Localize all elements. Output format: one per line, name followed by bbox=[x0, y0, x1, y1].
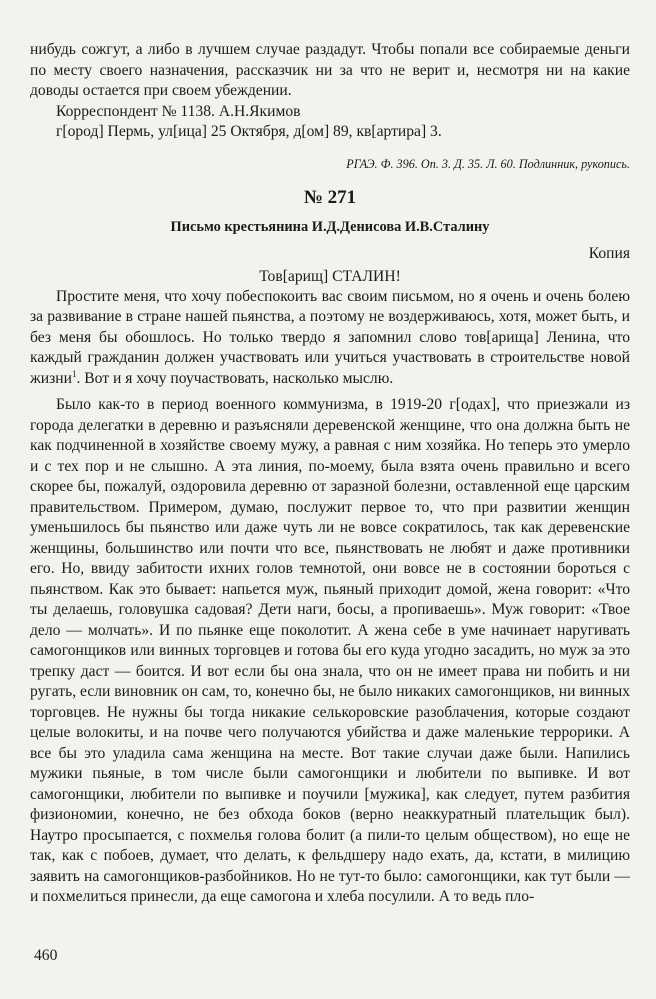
archive-source: РГАЭ. Ф. 396. Оп. 3. Д. 35. Л. 60. Подлинник, рукопись. bbox=[346, 156, 630, 171]
copy-label: Копия bbox=[588, 244, 630, 262]
page-number: 460 bbox=[34, 947, 58, 964]
letter-paragraph-1 bbox=[30, 287, 630, 390]
letter-greeting: Тов[арищ] СТАЛИН! bbox=[259, 267, 401, 285]
address-line: г[ород] Пермь, ул[ица] 25 Октября, д[ом] 89, кв[артира] 3. bbox=[56, 123, 442, 140]
document-number: № 271 bbox=[303, 186, 357, 208]
letter-paragraph-2: Было как-то в период военного коммунизма, в 1919-20 г[одах], что приезжали из города делегатки в деревню и разъясняли деревенской женщине, что она должна быть не как подчиненной в хозяйстве своему мужу, а равная с ним хозяйка. Но теперь это умерло и с тех пор и не слышно. А эта линия, по-моему, была взята очень правильно и всего скорее бы, пожалуй, оздоровила деревню от заразной болезни, оставленной еще царским правительством. Примером, думаю, послужит первое то, что при развитии женщин уменьшилось бы пьянство или даже чуть ли не вовсе сократилось, так как деревенские женщины, большинство или почти что все, пьянствовать не любят и даже противники его. Но, ввиду забитости ихних голов темнотой, они вовсе не в состоянии бороться с пьянством. Как это бывает: напьется муж, пьяный приходит домой, жена говорит: «Что ты делаешь, головушка садовая? Дети наги, босы, а пропиваешь». Муж говорит: «Твое дело — молчать». И по пьянке еще поколотит. А жена себе в уме начинает наругивать самогонщиков или винных торговцев и готова бы его куда угодно засадить, но муж за это трепку даст — боится. И вот если бы она знала, что он не имеет права ни побить и ни ругать, если виновник он сам, то, конечно бы, не было никаких самогонщиков, ни винных торговцев. Не нужны бы тогда никакие селькоровские разоблачения, которые создают целые волокиты, и на почве чего получаются убийства и даже маленькие террорики. А все бы это уладила сама женщина на месте. Вот такие случаи даже были. Напились мужики пьяные, в том числе были самогонщики и любители по выпивке. И вот самогонщики, любители по выпивке и поучили [мужика], как следует, путем разбития физиономии, конечно, не без обхода боков (верно неаккуратный плательщик был). Наутро просыпается, с похмелья голова болит (а пили-то целым обществом), но еще не так, как с побоев, думает, что делать, к фельдшеру надо ехать, да, кстати, в милицию заявить на самогонщиков-разбойников. Но не тут-то было: самогонщики, как тут были — и похмелиться принесли, да еще самогона и хлеба посулили. А то ведь пло- bbox=[30, 396, 630, 905]
footnote-reference: 1 bbox=[71, 368, 77, 379]
correspondent-line: Корреспондент № 1138. А.Н.Якимов bbox=[56, 102, 301, 120]
paragraph-1-text: Простите меня, что хочу побеспокоить вас своим письмом, но я очень и очень болею за развивание в стране нашей пьянства, а поэтому не воздерживаюсь, хотя, может быть, и без меня бы обошлось. Но только твердо я запомнил слово тов[арища] Ленина, что каждый гражданин должен участвовать или учиться участвовать в строительстве новой жизни bbox=[30, 287, 630, 387]
paragraph-1-end: . Вот и я хочу поучаствовать, насколько мыслю. bbox=[76, 369, 394, 387]
continuation-paragraph: нибудь сожгут, а либо в лучшем случае раздадут. Чтобы попали все собираемые деньги по месту своего назначения, рассказчик ни за что не верит и, несмотря ни на какие доводы остается при своем убеждении. bbox=[30, 41, 630, 99]
document-title: Письмо крестьянина И.Д.Денисова И.В.Сталину bbox=[170, 218, 490, 235]
page-text bbox=[30, 40, 630, 908]
